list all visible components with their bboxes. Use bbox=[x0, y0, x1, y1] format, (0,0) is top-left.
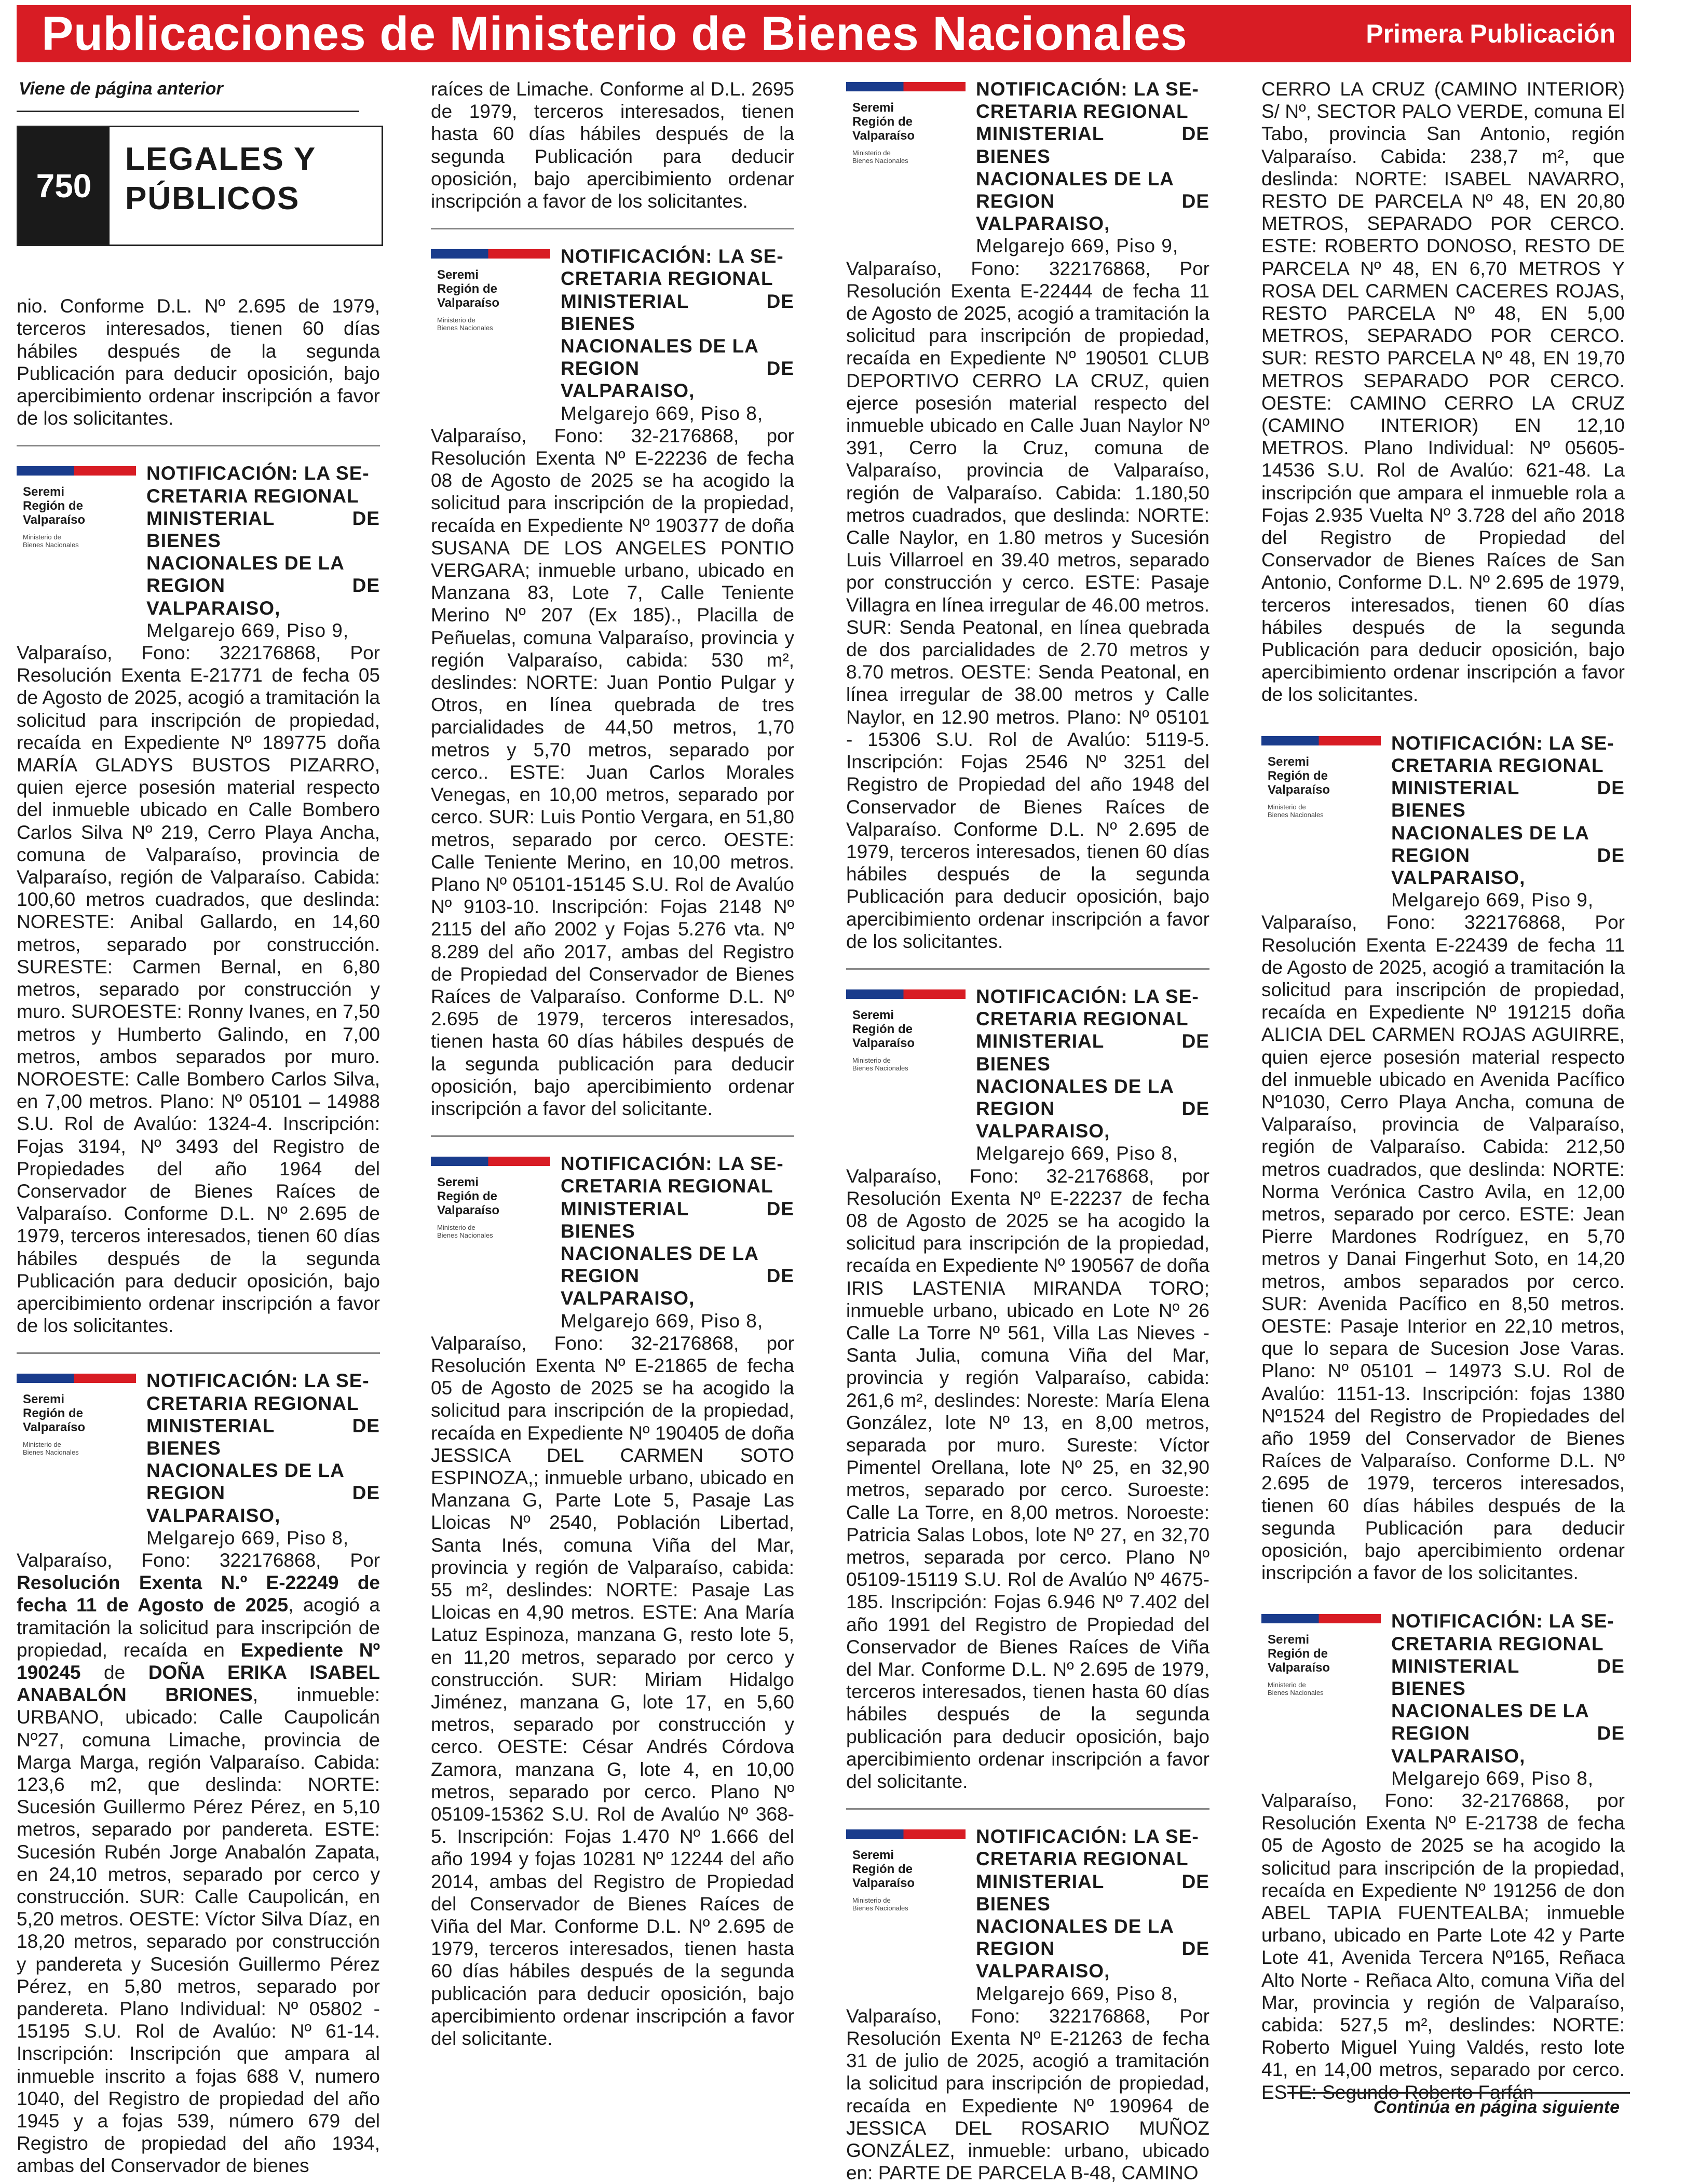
notice-body: Valparaíso, Fono: 32-2176868, por Resolución Exenta Nº E-21865 de fecha 05 de Agosto de 2025 se ha acogido la solicitud para inscripción de la propiedad, recaída en Expediente Nº 190405 de doña JESSICA DEL CARMEN SOTO ESPINOZA,; inmueble urbano, ubicado en Manzana G, Parte Lote 5, Pasaje Las Lloicas Nº 2540, Población Libertad, Santa Inés, comuna Viña del Mar, provincia y región de Valparaíso, cabida: 55 m², deslindes: NORTE: Pasaje Las Lloicas en 4,90 metros. ESTE: Ana María Latuz Espinoza, manzana G, resto lote 5, en 11,20 metros, separado por cerco y construcción. SUR: Miriam Hidalgo Jiménez, manzana G, lote 17, en 5,60 metros, separado por construcción y cerco. OESTE: César Andrés Córdova Zamora, manzana G, lote 4, en 10,00 metros, separado por cerco. Plano Nº 05109-15362 S.U. Rol de Avalúo Nº 368-5. Inscripción: Fojas 1.470 Nº 1.666 del año 1994 y fojas 10281 Nº 12244 del año 2014, ambas del Registro de Propiedad del Conservador de Bienes Raíces de Viña del Mar. Conforme D.L. Nº 2.695 de 1979, terceros interesados, tienen hasta 60 días hábiles después de la segunda publicación para deducir oposición, bajo apercibimiento ordenar inscripción a favor del solicitante. bbox=[431, 1332, 794, 2050]
notice-body: Valparaíso, Fono: 32-2176868, por Resolución Exenta Nº E-22236 de fecha 08 de Agosto de 2025 se ha acogido la solicitud para inscripción de la propiedad, recaída en Expediente Nº 190377 de doña SUSANA DE LOS ANGELES PONTIO VERGARA; inmueble urbano, ubicado en Manzana 83, Lote 7, Calle Teniente Merino Nº 207 (Ex 185)., Placilla de Peñuelas, comuna Valparaíso, provincia y región Valparaíso, cabida: 530 m², deslindes: NORTE: Juan Pontio Pulgar y Otros, en línea quebrada de tres parcialidades de 44,50 metros, 1,70 metros y 5,70 metros, separado por cerco.. ESTE: Juan Carlos Morales Venegas, en 10,00 metros, separado por cerco. SUR: Luis Pontio Vergara, en 51,80 metros, separado por cerco. OESTE: Calle Teniente Merino, en 10,00 metros. Plano Nº 05101-15145 S.U. Rol de Avalúo Nº 9103-10. Inscripción: Fojas 2148 Nº 2115 del año 2002 y Fojas 5.276 vta. Nº 8.289 del año 2017, ambas del Registro de Propiedad del Conservador de Bienes Raíces de Valparaíso. Conforme D.L. Nº 2.695 de 1979, terceros interesados, tienen hasta 60 días hábiles después de la segunda publicación para deducir oposición, bajo apercibimiento ordenar inscripción a favor del solicitante. bbox=[431, 425, 794, 1119]
notice bbox=[17, 1369, 380, 2177]
notice-address: Melgarejo 669, Piso 8, bbox=[561, 1310, 764, 1332]
seremi-logo: Seremi Región de Valparaíso Ministerio de Bienes Nacionales bbox=[846, 78, 976, 257]
notice bbox=[1261, 732, 1625, 1584]
notice-address: Melgarejo 669, Piso 8, bbox=[146, 1527, 349, 1549]
section-box bbox=[17, 126, 383, 246]
notice bbox=[1261, 1610, 1625, 2103]
notice-body: Valparaíso, Fono: 322176868, Por Resolución Exenta E-21771 de fecha 05 de Agosto de 2025, acogió a tramitación la solicitud para inscripción de propiedad, recaída en Expediente Nº 189775 doña MARÍA GLADYS BUSTOS PIZARRO, quien ejerce posesión material respecto del inmueble ubicado en Calle Bombero Carlos Silva Nº 219, Cerro Playa Ancha, comuna de Valparaíso, provincia de Valparaíso, región de Valparaíso. Cabida: 100,60 metros cuadrados, que deslinda: NORESTE: Anibal Gallardo, en 14,60 metros, separado por construcción. SURESTE: Carmen Bernal, en 6,80 metros, separado por construcción y muro. SUROESTE: Ronny Ivanes, en 7,50 metros y Humberto Galindo, en 7,00 metros, ambos separados por muro. NOROESTE: Calle Bombero Carlos Silva, en 7,00 metros. Plano: Nº 05101 – 14988 S.U. Rol de Avalúo: 1324-4. Inscripción: Fojas 3194, Nº 3493 del Registro de Propiedades del año 1964 del Conservador de Bienes Raíces de Valparaíso. Conforme D.L. Nº 2.695 de 1979, terceros interesados, tienen 60 días hábiles después de la segunda Publicación para deducir oposición, bajo apercibimiento ordenar inscripción a favor de los solicitantes. bbox=[17, 642, 380, 1337]
notice-body: Valparaíso, Fono: 322176868, Por Resolución Exenta E-22439 de fecha 11 de Agosto de 2025, acogió a tramitación la solicitud para inscripción de propiedad, recaída en Expediente Nº 191215 doña ALICIA DEL CARMEN ROJAS AGUIRRE, quien ejerce posesión material respecto del inmueble ubicado en Avenida Pacífico Nº1030, Cerro Playa Ancha, comuna de Valparaíso, provincia de Valparaíso, región de Valparaíso. Cabida: 212,50 metros cuadrados, que deslinda: NORTE: Norma Verónica Castro Avila, en 12,00 metros, separado por cerco. ESTE: Jean Pierre Mardones Rodríguez, en 5,70 metros y Danai Fingerhut Soto, en 14,20 metros, ambos separados por cerco. SUR: Avenida Pacífico en 8,50 metros. OESTE: Pasaje Interior en 22,10 metros, que lo separa de Sucesion Jose Varas. Plano: Nº 05101 – 14973 S.U. Rol de Avalúo: 1151-13. Inscripción: fojas 1380 Nº1524 del Registro de Propiedades del año 1959 del Conservador de Bienes Raíces de Valparaíso. Conforme D.L. Nº 2.695 de 1979, terceros interesados, tienen 60 días hábiles después de la segunda Publicación para deducir oposición, bajo apercibimiento ordenar inscripción a favor de los solicitantes. bbox=[1261, 912, 1625, 1584]
section-label-line-1: LEGALES Y bbox=[125, 141, 317, 178]
divider bbox=[846, 1808, 1209, 1810]
flag-bar-icon bbox=[431, 249, 550, 259]
seremi-logo: Seremi Región de Valparaíso Ministerio de Bienes Nacionales bbox=[17, 462, 146, 642]
notice-heading: NOTIFICACIÓN: LA SE- CRETARIA REGIONAL MINISTERIAL DE BIENES NACIONALES DE LA REGION DE VALPARAISO, Melgarejo 669, Piso 9, bbox=[1391, 732, 1625, 911]
notice-heading: NOTIFICACIÓN: LA SE- CRETARIA REGIONAL MINISTERIAL DE BIENES NACIONALES DE LA REGION DE VALPARAISO, Melgarejo 669, Piso 9, bbox=[976, 78, 1209, 257]
notice-address: Melgarejo 669, Piso 8, bbox=[976, 1143, 1179, 1164]
flag-bar-icon bbox=[17, 466, 136, 476]
notice bbox=[846, 985, 1209, 1793]
notice-heading: NOTIFICACIÓN: LA SE- CRETARIA REGIONAL MINISTERIAL DE BIENES NACIONALES DE LA REGION DE VALPARAISO, Melgarejo 669, Piso 8, bbox=[976, 985, 1209, 1164]
notice-heading: NOTIFICACIÓN: LA SE- CRETARIA REGIONAL MINISTERIAL DE BIENES NACIONALES DE LA REGION DE VALPARAISO, Melgarejo 669, Piso 8, bbox=[1391, 1610, 1625, 1789]
notice bbox=[846, 1825, 1209, 2184]
notice-heading: NOTIFICACIÓN: LA SE- CRETARIA REGIONAL MINISTERIAL DE BIENES NACIONALES DE LA REGION DE VALPARAISO, Melgarejo 669, Piso 8, bbox=[561, 1153, 794, 1332]
divider bbox=[17, 1352, 380, 1354]
notice-body: Valparaíso, Fono: 322176868, Por Resolución Exenta N.º E-22249 de fecha 11 de Agosto de 2025, acogió a tramitación la solicitud para inscripción de propiedad, recaída en Expediente Nº 190245 de DOÑA ERIKA ISABEL ANABALÓN BRIONES, inmueble: URBANO, ubicado: Calle Caupolicán Nº27, comuna Limache, provincia de Marga Marga, región Valparaíso. Cabida: 123,6 m2, que deslinda: NORTE: Sucesión Guillermo Pérez Pérez, en 5,10 metros, separado por pandereta. ESTE: Sucesión Rubén Jorge Anabalón Zapata, en 24,10 metros, separado por cerco y construcción. SUR: Calle Caupolicán, en 5,20 metros. OESTE: Víctor Silva Díaz, en 18,20 metros, separado por construcción y pandereta y Sucesión Guillermo Pérez Pérez, en 5,80 metros, separado por pandereta. Plano Individual: Nº 05802 - 15195 S.U. Rol de Avalúo: Nº 61-14. Inscripción: Inscripción que ampara al inmueble inscrito a fojas 688 V, numero 1040, del Registro de propiedad del año 1945 y a fojas 539, número 679 del Registro de propiedad del año 1934, ambas del Conservador de bienes bbox=[17, 1549, 380, 2177]
notice bbox=[431, 1152, 794, 2050]
section-label-line-2: PÚBLICOS bbox=[125, 181, 300, 217]
notice-fragment: raíces de Limache. Conforme al D.L. 2695 de 1979, terceros interesados, tienen hasta 60 días hábiles después de la segunda Publicación para deducir oposición, bajo apercibimiento ordenar inscripción a favor de los solicitantes. bbox=[431, 78, 794, 212]
flag-bar-icon bbox=[846, 1829, 966, 1839]
notice-fragment: nio. Conforme D.L. Nº 2.695 de 1979, terceros interesados, tienen 60 días hábiles después de la segunda Publicación para deducir oposición, bajo apercibimiento ordenar inscripción a favor de los solicitantes. bbox=[17, 295, 380, 429]
flag-bar-icon bbox=[1261, 1614, 1381, 1623]
notice-heading: NOTIFICACIÓN: LA SE- CRETARIA REGIONAL MINISTERIAL DE BIENES NACIONALES DE LA REGION DE VALPARAISO, Melgarejo 669, Piso 9, bbox=[146, 463, 380, 641]
flag-bar-icon bbox=[17, 1374, 136, 1383]
previous-page-note: Viene de página anterior bbox=[19, 79, 223, 99]
notice bbox=[431, 245, 794, 1120]
column-3 bbox=[846, 78, 1209, 2184]
flag-bar-icon bbox=[846, 82, 966, 91]
page-header bbox=[17, 5, 1631, 62]
edition-label: Primera Publicación bbox=[1366, 19, 1615, 48]
flag-bar-icon bbox=[431, 1157, 550, 1166]
notice-body: Valparaíso, Fono: 322176868, Por Resolución Exenta Nº E-21263 de fecha 31 de julio de 2025, acogió a tramitación la solicitud para inscripción de propiedad, recaída en Expediente Nº 190964 de JESSICA DEL ROSARIO MUÑOZ GONZÁLEZ, inmueble: urbano, ubicado en: PARTE DE PARCELA B-48, CAMINO bbox=[846, 2005, 1209, 2184]
divider bbox=[431, 1135, 794, 1137]
seremi-logo: Seremi Región de Valparaíso Ministerio de Bienes Nacionales bbox=[17, 1369, 146, 1549]
notice-address: Melgarejo 669, Piso 8, bbox=[561, 402, 764, 424]
notice-address: Melgarejo 669, Piso 8, bbox=[976, 1983, 1179, 2004]
column-4 bbox=[1261, 78, 1625, 2134]
column-1 bbox=[17, 78, 380, 2177]
notice bbox=[17, 462, 380, 1337]
seremi-logo: Seremi Región de Valparaíso Ministerio de Bienes Nacionales bbox=[1261, 1610, 1391, 1789]
column-2 bbox=[431, 78, 794, 2134]
notice-body: Valparaíso, Fono: 322176868, Por Resolución Exenta E-22444 de fecha 11 de Agosto de 2025, acogió a tramitación la solicitud para inscripción de propiedad, recaída en Expediente Nº 190501 CLUB DEPORTIVO CERRO LA CRUZ, quien ejerce posesión material respecto del inmueble ubicado en Calle Juan Naylor Nº 391, Cerro la Cruz, comuna de Valparaíso, provincia de Valparaíso, región de Valparaíso. Cabida: 1.180,50 metros cuadrados, que deslinda: NORTE: Calle Naylor, en 1.80 metros y Sucesión Luis Villarroel en 39.40 metros, separado por construcción y cerco. ESTE: Pasaje Villagra en línea irregular de 46.00 metros. SUR: Senda Peatonal, en línea quebrada de dos parcialidades de 2.70 metros y 8.70 metros. OESTE: Senda Peatonal, en línea irregular de 38.00 metros y Calle Naylor, en 12.90 metros. Plano: Nº 05101 - 15306 S.U. Rol de Avalúo: 5119-5. Inscripción: Fojas 2546 Nº 3251 del Registro de Propiedad del año 1948 del Conservador de Bienes Raíces de Valparaíso. Conforme D.L. Nº 2.695 de 1979, terceros interesados, tienen 60 días hábiles después de la segunda Publicación para deducir oposición, bajo apercibimiento ordenar inscripción a favor de los solicitantes. bbox=[846, 257, 1209, 952]
seremi-logo: Seremi Región de Valparaíso Ministerio de Bienes Nacionales bbox=[431, 245, 561, 425]
flag-bar-icon bbox=[1261, 736, 1381, 745]
section-label bbox=[110, 127, 382, 245]
divider bbox=[17, 445, 380, 446]
next-page-note: Continúa en página siguiente bbox=[1373, 2097, 1620, 2117]
notice-address: Melgarejo 669, Piso 9, bbox=[146, 619, 349, 641]
section-number: 750 bbox=[18, 127, 110, 245]
flag-bar-icon bbox=[846, 989, 966, 999]
seremi-logo: Seremi Región de Valparaíso Ministerio de Bienes Nacionales bbox=[431, 1152, 561, 1332]
divider bbox=[17, 111, 359, 112]
notice-body: Valparaíso, Fono: 32-2176868, por Resolución Exenta Nº E-22237 de fecha 08 de Agosto de 2025 se ha acogido la solicitud para inscripción de la propiedad, recaída en Expediente Nº 190567 de doña IRIS LASTENIA MIRANDA TORO; inmueble urbano, ubicado en Lote Nº 26 Calle La Torre Nº 561, Villa Las Nieves - Santa Julia, comuna Viña del Mar, provincia y región Valparaíso, cabida: 261,6 m², deslindes: Noreste: María Elena González, lote Nº 13, en 8,00 metros, separada por muro. Sureste: Víctor Pimentel Orellana, lote Nº 25, en 32,90 metros, separado por cerco. Suroeste: Calle La Torre, en 8,00 metros. Noroeste: Patricia Salas Lobos, lote Nº 27, en 32,70 metros, separada por cerco. Plano Nº 05109-15119 S.U. Rol de Avalúo Nº 4675-185. Inscripción: Fojas 6.946 Nº 7.402 del año 1991 del Registro de Propiedad del Conservador de Bienes Raíces de Viña del Mar. Conforme D.L. Nº 2.695 de 1979, terceros interesados, tienen hasta 60 días hábiles después de la segunda publicación para deducir oposición, bajo apercibimiento ordenar inscripción a favor del solicitante. bbox=[846, 1165, 1209, 1793]
divider bbox=[1287, 2092, 1630, 2094]
divider bbox=[431, 228, 794, 229]
notice-fragment: CERRO LA CRUZ (CAMINO INTERIOR) S/ Nº, SECTOR PALO VERDE, comuna El Tabo, provincia San Antonio, región Valparaíso. Cabida: 238,7 m², que deslinda: NORTE: ISABEL NAVARRO, RESTO DE PARCELA Nº 48, EN 20,80 METROS, SEPARADO POR CERCO. ESTE: ROBERTO DONOSO, RESTO DE PARCELA Nº 48, EN 6,70 METROS Y ROSA DEL CARMEN CACERES ROJAS, RESTO PARCELA Nº 48, EN 5,00 METROS, SEPARADO POR CERCO. SUR: RESTO PARCELA Nº 48, EN 19,70 METROS SEPARADO POR CERCO. OESTE: CAMINO CERRO LA CRUZ (CAMINO INTERIOR) EN 12,10 METROS. Plano Individual: Nº 05605-14536 S.U. Rol de Avalúo: 621-48. La inscripción que ampara el inmueble rola a Fojas 2.935 Vuelta Nº 3.728 del año 2018 del Registro de Propiedad del Conservador de Bienes Raíces de San Antonio, Conforme D.L. Nº 2.695 de 1979, terceros interesados, tienen 60 días hábiles después de la segunda Publicación para deducir oposición, bajo apercibimiento ordenar inscripción a favor de los solicitantes. bbox=[1261, 78, 1625, 706]
notice-address: Melgarejo 669, Piso 8, bbox=[1391, 1767, 1594, 1789]
notice-address: Melgarejo 669, Piso 9, bbox=[1391, 889, 1594, 911]
page-title: Publicaciones de Ministerio de Bienes Nacionales bbox=[42, 7, 1188, 60]
notice-heading: NOTIFICACIÓN: LA SE- CRETARIA REGIONAL MINISTERIAL DE BIENES NACIONALES DE LA REGION DE VALPARAISO, Melgarejo 669, Piso 8, bbox=[561, 246, 794, 424]
seremi-logo: Seremi Región de Valparaíso Ministerio de Bienes Nacionales bbox=[1261, 732, 1391, 912]
notice-heading: NOTIFICACIÓN: LA SE- CRETARIA REGIONAL MINISTERIAL DE BIENES NACIONALES DE LA REGION DE VALPARAISO, Melgarejo 669, Piso 8, bbox=[146, 1370, 380, 1549]
seremi-logo: Seremi Región de Valparaíso Ministerio de Bienes Nacionales bbox=[846, 1825, 976, 2005]
notice-body: Valparaíso, Fono: 32-2176868, por Resolución Exenta Nº E-21738 de fecha 05 de Agosto de 2025 se ha acogido la solicitud para inscripción de la propiedad, recaída en Expediente Nº 191256 de don ABEL TAPIA FUENTEALBA; inmueble urbano, ubicado en Parte Lote 42 y Parte Lote 41, Avenida Tercera Nº165, Reñaca Alto Norte - Reñaca Alto, comuna Viña del Mar, provincia y región de Valparaíso, cabida: 527,5 m², deslindes: NORTE: Roberto Miguel Yuing Valdés, resto lote 41, en 14,00 metros, separado por cerco. ESTE: Segundo Roberto Farfán bbox=[1261, 1790, 1625, 2103]
notice-heading: NOTIFICACIÓN: LA SE- CRETARIA REGIONAL MINISTERIAL DE BIENES NACIONALES DE LA REGION DE VALPARAISO, Melgarejo 669, Piso 8, bbox=[976, 1826, 1209, 2004]
notice bbox=[846, 78, 1209, 953]
divider bbox=[846, 968, 1209, 970]
notice-address: Melgarejo 669, Piso 9, bbox=[976, 235, 1179, 257]
seremi-logo: Seremi Región de Valparaíso Ministerio de Bienes Nacionales bbox=[846, 985, 976, 1165]
